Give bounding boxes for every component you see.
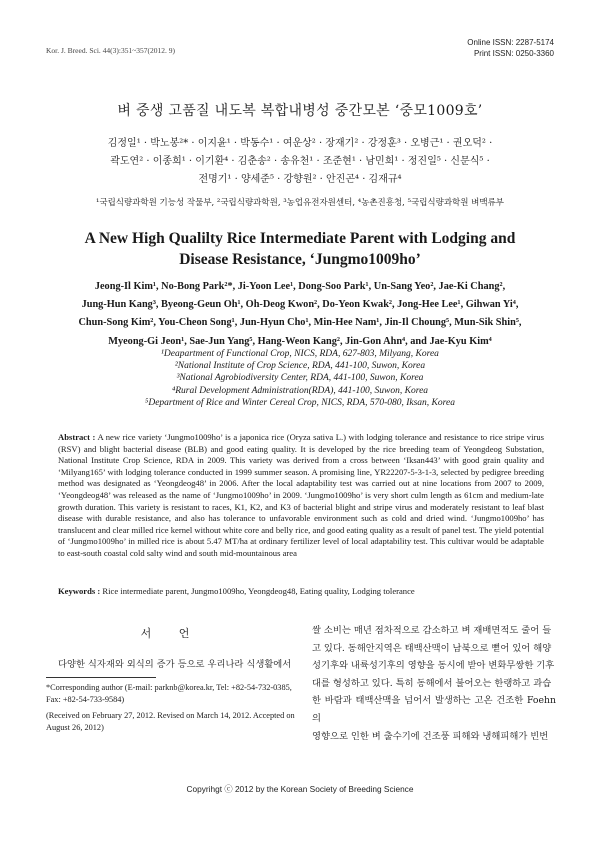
- korean-authors-line: 전명기¹ · 양세준⁵ · 강향원² · 안진곤⁴ · 김재규⁴: [198, 174, 402, 185]
- english-affiliations: [30, 348, 570, 409]
- intro-line: 성기후와 내륙성기후의 영향을 동시에 받아 변화무쌍한 기후: [312, 660, 555, 672]
- keywords-text: Rice intermediate parent, Jungmo1009ho, Yeongdeog48, Eating quality, Lodging tolerance: [102, 586, 415, 596]
- keywords-label: Keywords :: [58, 586, 101, 596]
- received-dates: (Received on February 27, 2012. Revised on March 14, 2012. Accepted on August 26, 2012): [46, 711, 295, 732]
- korean-authors-line: 김정일¹ · 박노봉²* · 이지윤¹ · 박동수¹ · 여운상² · 장재기² · 강정훈³ · 오병근¹ · 권오덕² ·: [107, 138, 493, 149]
- intro-right-column: [312, 622, 556, 745]
- affiliation-line: ⁴Rural Development Administration(RDA), 441-100, Suwon, Korea: [171, 385, 429, 396]
- affiliation-line: ²National Institute of Crop Science, RDA, 441-100, Suwon, Korea: [174, 361, 426, 372]
- footnote-divider: [46, 677, 156, 678]
- intro-line: 쌀 소비는 매년 점차적으로 감소하고 벼 재배면적도 줄어 들: [312, 625, 552, 636]
- corresponding-author-footnote: *Corresponding author (E-mail: parknb@korea.kr, Tel: +82-54-732-0385, Fax: +82-54-733-9584): [46, 683, 292, 704]
- korean-title: 벼 중생 고품질 내도복 복합내병성 중간모본 ‘중모1009호’: [117, 103, 483, 119]
- section-heading-introduction: 서 언: [140, 627, 202, 640]
- korean-authors: [30, 135, 570, 189]
- korean-authors-line: 곽도연² · 이종희¹ · 이기환⁴ · 김춘송² · 송유천¹ · 조준현¹ · 남민희¹ · 정진일⁵ · 신문식⁵ ·: [110, 156, 490, 167]
- english-title: [30, 228, 570, 270]
- intro-line: 영향으로 인한 벼 출수기에 건조풍 피해와 냉해피해가 빈번: [312, 730, 549, 742]
- english-authors-line: Myeong-Gi Jeon¹, Sae-Jun Yang⁵, Hang-Weon Kang², Jin-Gon Ahn⁴, and Jae-Kyu Kim⁴: [108, 335, 492, 347]
- intro-left-text: 다양한 식자재와 외식의 증가 등으로 우리나라 식생활에서: [58, 659, 292, 670]
- intro-line: 대를 형성하고 있다. 특히 동해에서 불어오는 한랭하고 과습: [312, 677, 552, 689]
- korean-affiliations: ¹국립식량과학원 기능성 작물부, ²국립식량과학원, ³농업유전자원센터, ⁴농촌진흥청, ⁵국립식량과학원 벼맥류부: [95, 198, 505, 208]
- english-title-line: Disease Resistance, ‘Jungmo1009ho’: [179, 251, 421, 268]
- abstract-label: Abstract :: [58, 432, 96, 442]
- abstract-text: A new rice variety ‘Jungmo1009ho’ is a japonica rice (Oryza sativa L.) with lodging tolerance and resistance to rice stripe virus (RSV) and blight bacterial disease (BLB) and good eating quality. It is developed by the rice breeding team of Yeongdeog Substation, National Institute Crop Science, RDA in 2009. This variety was derived from a cross between ‘Iksan443’ with good grain quality and ‘Milyang165’ with lodging tolerance conducted in 1999 summer season. A promising line, YR22207-5-3-1-3, selected by pedigree breeding method was designated as ‘Yeongdeog48’ in 2006. After the local adaptability test was carried out at nine locations from 2007 to 2009, ‘Yeongdeog48’ was released as the name of ‘Jungmo1009ho’ in 2009. ‘Jungmo1009ho’ is very short culm length as 61cm and medium-late growth duration. This variety is resistant to races, K1, K2, and K3 of bacterial blight and stripe virus and moderately resistant to leaf blast disease with durable resistance, and also has tolerance to unfavorable environment such as cold and dried wind. ‘Jungmo1009ho’ has translucent and clear milled rice kernel without white core and belly rice, and good eating quality as a result of panel test. The yield potential of ‘Jungmo1009ho’ in milled rice is about 5.47 MT/ha at ordinary fertilizer level of local adaptability test. This cultivar would be adaptable to east-south coastal cold salty wind and south mid-mountainous area: [58, 432, 544, 558]
- affiliation-line: ¹Deapartment of Functional Crop, NICS, RDA, 627-803, Milyang, Korea: [161, 349, 439, 359]
- english-authors-line: Chun-Song Kim², You-Cheon Song¹, Jun-Hyun Cho¹, Min-Hee Nam¹, Jin-Il Choung⁵, Mun-Sik Shin⁵,: [78, 317, 522, 329]
- keywords: [58, 586, 544, 596]
- affiliation-line: ³National Agrobiodiversity Center, RDA, 441-100, Suwon, Korea: [176, 373, 424, 384]
- english-authors-line: Jung-Hun Kang³, Byeong-Geun Oh¹, Oh-Deog Kwon², Do-Yeon Kwak², Jong-Hee Lee¹, Gihwan Yi⁴,: [81, 299, 519, 311]
- affiliation-line: ⁵Department of Rice and Winter Cereal Crop, NICS, RDA, 570-080, Iksan, Korea: [145, 397, 455, 408]
- print-issn: Print ISSN: 0250-3360: [473, 49, 554, 58]
- intro-line: 고 있다. 동해안지역은 태백산맥이 남북으로 뻗어 있어 해양: [312, 642, 552, 654]
- english-authors-line: Jeong-Il Kim¹, No-Bong Park²*, Ji-Yoon Lee¹, Dong-Soo Park¹, Un-Sang Yeo², Jae-Ki Chang²,: [94, 281, 506, 292]
- online-issn: Online ISSN: 2287-5174: [467, 38, 554, 47]
- english-title-line: A New High Qualilty Rice Intermediate Parent with Lodging and: [84, 230, 516, 247]
- english-authors: [30, 278, 570, 351]
- copyright-notice: Copyrihgt ⓒ 2012 by the Korean Society of Breeding Science: [186, 784, 414, 794]
- journal-reference: Kor. J. Breed. Sci. 44(3):351~357(2012. 9): [46, 46, 176, 55]
- abstract: [58, 432, 544, 560]
- intro-line: 한 바람과 태백산맥을 넘어서 발생하는 고온 건조한 Foehn의: [312, 695, 556, 724]
- issn-block: [467, 37, 554, 59]
